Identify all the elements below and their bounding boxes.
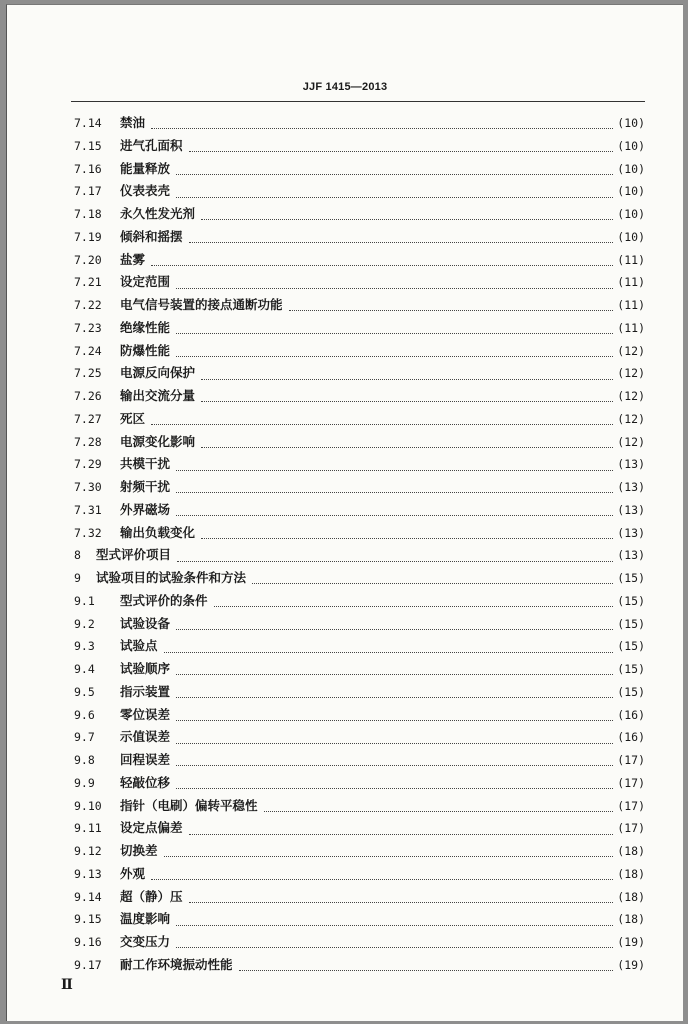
toc-entry-page: (18) (617, 889, 645, 904)
toc-entry (74, 887, 645, 910)
toc-entry-title: 进气孔面积 (120, 137, 183, 153)
dot-leader (177, 560, 613, 562)
toc-entry-number: 9.16 (74, 935, 102, 949)
dot-leader (176, 355, 613, 357)
toc-entry (74, 136, 645, 159)
toc-entry (74, 500, 645, 523)
table-of-contents (74, 113, 645, 978)
dot-leader (151, 423, 613, 425)
toc-entry-number: 9.3 (74, 639, 95, 654)
toc-entry-number: 7.29 (74, 457, 102, 472)
toc-entry-title: 输出负载变化 (120, 524, 196, 540)
dot-leader (201, 400, 613, 402)
toc-entry-number: 9.15 (74, 912, 102, 927)
toc-entry-number: 9.5 (74, 684, 95, 699)
toc-entry-number: 7.17 (74, 184, 102, 199)
toc-entry-page: (15) (617, 571, 645, 585)
toc-entry-title: 试验设备 (120, 615, 171, 631)
toc-entry-page: (10) (617, 116, 645, 130)
toc-entry (74, 568, 645, 591)
toc-entry-page: (15) (617, 593, 645, 608)
toc-entry-title: 电气信号装置的接点通断功能 (120, 297, 283, 312)
toc-entry-page: (10) (617, 184, 645, 199)
dot-leader (189, 901, 614, 903)
toc-entry (74, 773, 645, 796)
toc-entry-page: (15) (617, 639, 645, 654)
toc-entry-title: 电源反向保护 (120, 365, 196, 381)
toc-entry-title: 指针（电刷）偏转平稳性 (120, 797, 258, 813)
toc-entry-number: 9 (74, 571, 81, 585)
toc-entry-number: 7.15 (74, 138, 102, 153)
dot-leader (176, 696, 613, 698)
toc-entry (74, 818, 645, 841)
document-page (6, 4, 683, 1021)
toc-entry (74, 750, 645, 773)
toc-entry-title: 设定范围 (120, 274, 171, 290)
toc-entry (74, 432, 645, 455)
dot-leader (176, 924, 613, 926)
toc-entry-title: 示值误差 (120, 729, 171, 745)
toc-entry-title: 交变压力 (120, 934, 171, 949)
toc-entry-title: 倾斜和摇摆 (120, 228, 183, 244)
toc-entry (74, 955, 645, 978)
toc-entry-number: 9.13 (74, 866, 102, 881)
toc-entry-page: (18) (617, 844, 645, 858)
dot-leader (176, 287, 613, 289)
dot-leader (176, 332, 613, 334)
toc-entry (74, 636, 645, 659)
dot-leader (201, 218, 613, 220)
toc-entry (74, 705, 645, 728)
dot-leader (201, 537, 613, 539)
dot-leader (176, 469, 613, 471)
toc-entry (74, 272, 645, 295)
toc-entry-title: 共模干扰 (120, 456, 171, 472)
toc-entry-title: 盐雾 (120, 251, 146, 267)
toc-entry-page: (15) (617, 616, 645, 631)
toc-entry-title: 温度影响 (120, 911, 171, 927)
dot-leader (176, 764, 613, 766)
dot-leader (252, 582, 613, 584)
toc-entry (74, 545, 645, 568)
toc-entry (74, 250, 645, 273)
toc-entry-title: 永久性发光剂 (120, 206, 196, 221)
toc-entry-title: 回程误差 (120, 752, 171, 767)
toc-entry-page: (10) (617, 229, 645, 244)
toc-entry-page: (18) (617, 912, 645, 927)
toc-entry-title: 输出交流分量 (120, 388, 196, 403)
toc-entry (74, 227, 645, 250)
dot-leader (164, 651, 614, 653)
toc-entry-page: (11) (617, 275, 645, 290)
toc-entry-page: (12) (617, 434, 645, 449)
toc-entry-number: 9.4 (74, 662, 95, 676)
toc-entry-title: 设定点偏差 (120, 820, 183, 836)
toc-entry (74, 341, 645, 364)
dot-leader (151, 878, 613, 880)
toc-entry-page: (12) (617, 411, 645, 426)
toc-entry-number: 9.14 (74, 889, 102, 904)
toc-entry-page: (10) (617, 161, 645, 176)
toc-entry-title: 指示装置 (120, 683, 171, 699)
toc-entry-page: (17) (617, 798, 645, 813)
toc-entry-number: 9.17 (74, 957, 102, 972)
toc-entry-number: 7.20 (74, 252, 102, 267)
toc-entry (74, 727, 645, 750)
toc-entry-page: (15) (617, 662, 645, 676)
toc-entry-number: 9.11 (74, 821, 102, 836)
toc-entry-page: (12) (617, 366, 645, 381)
toc-entry-title: 死区 (120, 410, 146, 426)
dot-leader (176, 719, 613, 721)
toc-entry (74, 932, 645, 955)
toc-entry-page: (19) (617, 935, 645, 949)
toc-entry-number: 7.22 (74, 298, 102, 312)
toc-entry-page: (11) (617, 298, 645, 312)
toc-entry-title: 禁油 (120, 115, 146, 130)
toc-entry-number: 7.18 (74, 207, 102, 221)
toc-entry (74, 318, 645, 341)
toc-entry-number: 9.8 (74, 753, 95, 767)
toc-entry-title: 轻敲位移 (120, 774, 171, 790)
toc-entry-page: (15) (617, 684, 645, 699)
toc-entry-title: 电源变化影响 (120, 433, 196, 449)
dot-leader (176, 491, 613, 493)
toc-entry-number: 9.6 (74, 707, 95, 722)
toc-entry-page: (13) (617, 525, 645, 540)
toc-entry-number: 7.14 (74, 116, 102, 130)
dot-leader (189, 833, 614, 835)
toc-entry-page: (13) (617, 548, 645, 563)
dot-leader (151, 127, 613, 129)
toc-entry-number: 8 (74, 548, 81, 563)
toc-entry-page: (10) (617, 138, 645, 153)
toc-entry-page: (16) (617, 707, 645, 722)
toc-entry-number: 9.2 (74, 616, 95, 631)
toc-entry (74, 295, 645, 318)
page-header: JJF 1415—2013 (302, 81, 388, 93)
toc-entry-title: 防爆性能 (120, 342, 171, 358)
toc-entry-title: 试验项目的试验条件和方法 (96, 570, 247, 585)
toc-entry-page: (13) (617, 480, 645, 494)
toc-entry-page: (17) (617, 753, 645, 767)
toc-entry (74, 523, 645, 546)
dot-leader (289, 309, 614, 311)
toc-entry (74, 864, 645, 887)
toc-entry-page: (12) (617, 389, 645, 403)
toc-entry-page: (17) (617, 775, 645, 790)
toc-entry-page: (13) (617, 457, 645, 472)
toc-entry-title: 型式评价的条件 (120, 592, 208, 608)
toc-entry (74, 659, 645, 682)
dot-leader (176, 946, 613, 948)
toc-entry-number: 7.28 (74, 434, 102, 449)
toc-entry (74, 591, 645, 614)
toc-entry-title: 外界磁场 (120, 501, 171, 517)
toc-entry-number: 7.30 (74, 480, 102, 494)
toc-entry-number: 7.19 (74, 229, 102, 244)
toc-entry (74, 204, 645, 227)
toc-entry-title: 射频干扰 (120, 479, 171, 494)
dot-leader (201, 446, 613, 448)
toc-entry-title: 试验顺序 (120, 661, 171, 676)
toc-entry-page: (18) (617, 866, 645, 881)
toc-entry-number: 9.10 (74, 798, 102, 813)
header-rule (71, 101, 645, 102)
dot-leader (164, 855, 614, 857)
toc-entry-number: 7.32 (74, 525, 102, 540)
toc-entry (74, 477, 645, 500)
toc-entry (74, 796, 645, 819)
toc-entry-page: (11) (617, 320, 645, 335)
toc-entry (74, 682, 645, 705)
toc-entry (74, 409, 645, 432)
dot-leader (176, 787, 613, 789)
dot-leader (214, 605, 614, 607)
toc-entry-number: 9.12 (74, 844, 102, 858)
dot-leader (176, 742, 613, 744)
toc-entry-number: 9.7 (74, 730, 95, 745)
toc-entry (74, 386, 645, 409)
dot-leader (239, 969, 614, 971)
dot-leader (176, 196, 613, 198)
dot-leader (176, 673, 613, 675)
dot-leader (151, 264, 613, 266)
toc-entry-number: 7.23 (74, 320, 102, 335)
toc-entry-page: (16) (617, 730, 645, 745)
toc-entry-page: (13) (617, 502, 645, 517)
dot-leader (176, 173, 613, 175)
dot-leader (176, 628, 613, 630)
toc-entry (74, 909, 645, 932)
toc-entry (74, 363, 645, 386)
toc-entry-number: 7.31 (74, 502, 102, 517)
dot-leader (264, 810, 614, 812)
toc-entry-number: 7.25 (74, 366, 102, 381)
toc-entry-number: 7.24 (74, 343, 102, 358)
toc-entry (74, 454, 645, 477)
toc-entry (74, 614, 645, 637)
toc-entry-page: (12) (617, 343, 645, 358)
toc-entry-number: 9.9 (74, 775, 95, 790)
toc-entry (74, 159, 645, 182)
toc-entry-number: 7.26 (74, 389, 102, 403)
toc-entry-number: 9.1 (74, 593, 95, 608)
toc-entry-page: (11) (617, 252, 645, 267)
toc-entry-number: 7.16 (74, 161, 102, 176)
dot-leader (176, 514, 613, 516)
toc-entry-title: 外观 (120, 865, 146, 881)
toc-entry-page: (10) (617, 207, 645, 221)
dot-leader (201, 378, 613, 380)
toc-entry-title: 型式评价项目 (96, 547, 172, 563)
toc-entry-title: 试验点 (120, 638, 158, 654)
toc-entry-title: 能量释放 (120, 160, 171, 176)
toc-entry-title: 零位误差 (120, 706, 171, 722)
toc-entry-title: 超（静）压 (120, 888, 183, 904)
toc-entry-page: (17) (617, 821, 645, 836)
toc-entry-title: 耐工作环境振动性能 (120, 956, 233, 972)
page-folio: Ⅱ (61, 977, 73, 993)
toc-entry-title: 仪表表壳 (120, 183, 171, 199)
toc-entry-page: (19) (617, 957, 645, 972)
dot-leader (189, 241, 614, 243)
dot-leader (189, 150, 614, 152)
toc-entry-number: 7.21 (74, 275, 102, 290)
toc-entry (74, 181, 645, 204)
toc-entry (74, 113, 645, 136)
toc-entry-number: 7.27 (74, 411, 102, 426)
toc-entry (74, 841, 645, 864)
toc-entry-title: 绝缘性能 (120, 319, 171, 335)
toc-entry-title: 切换差 (120, 843, 158, 858)
